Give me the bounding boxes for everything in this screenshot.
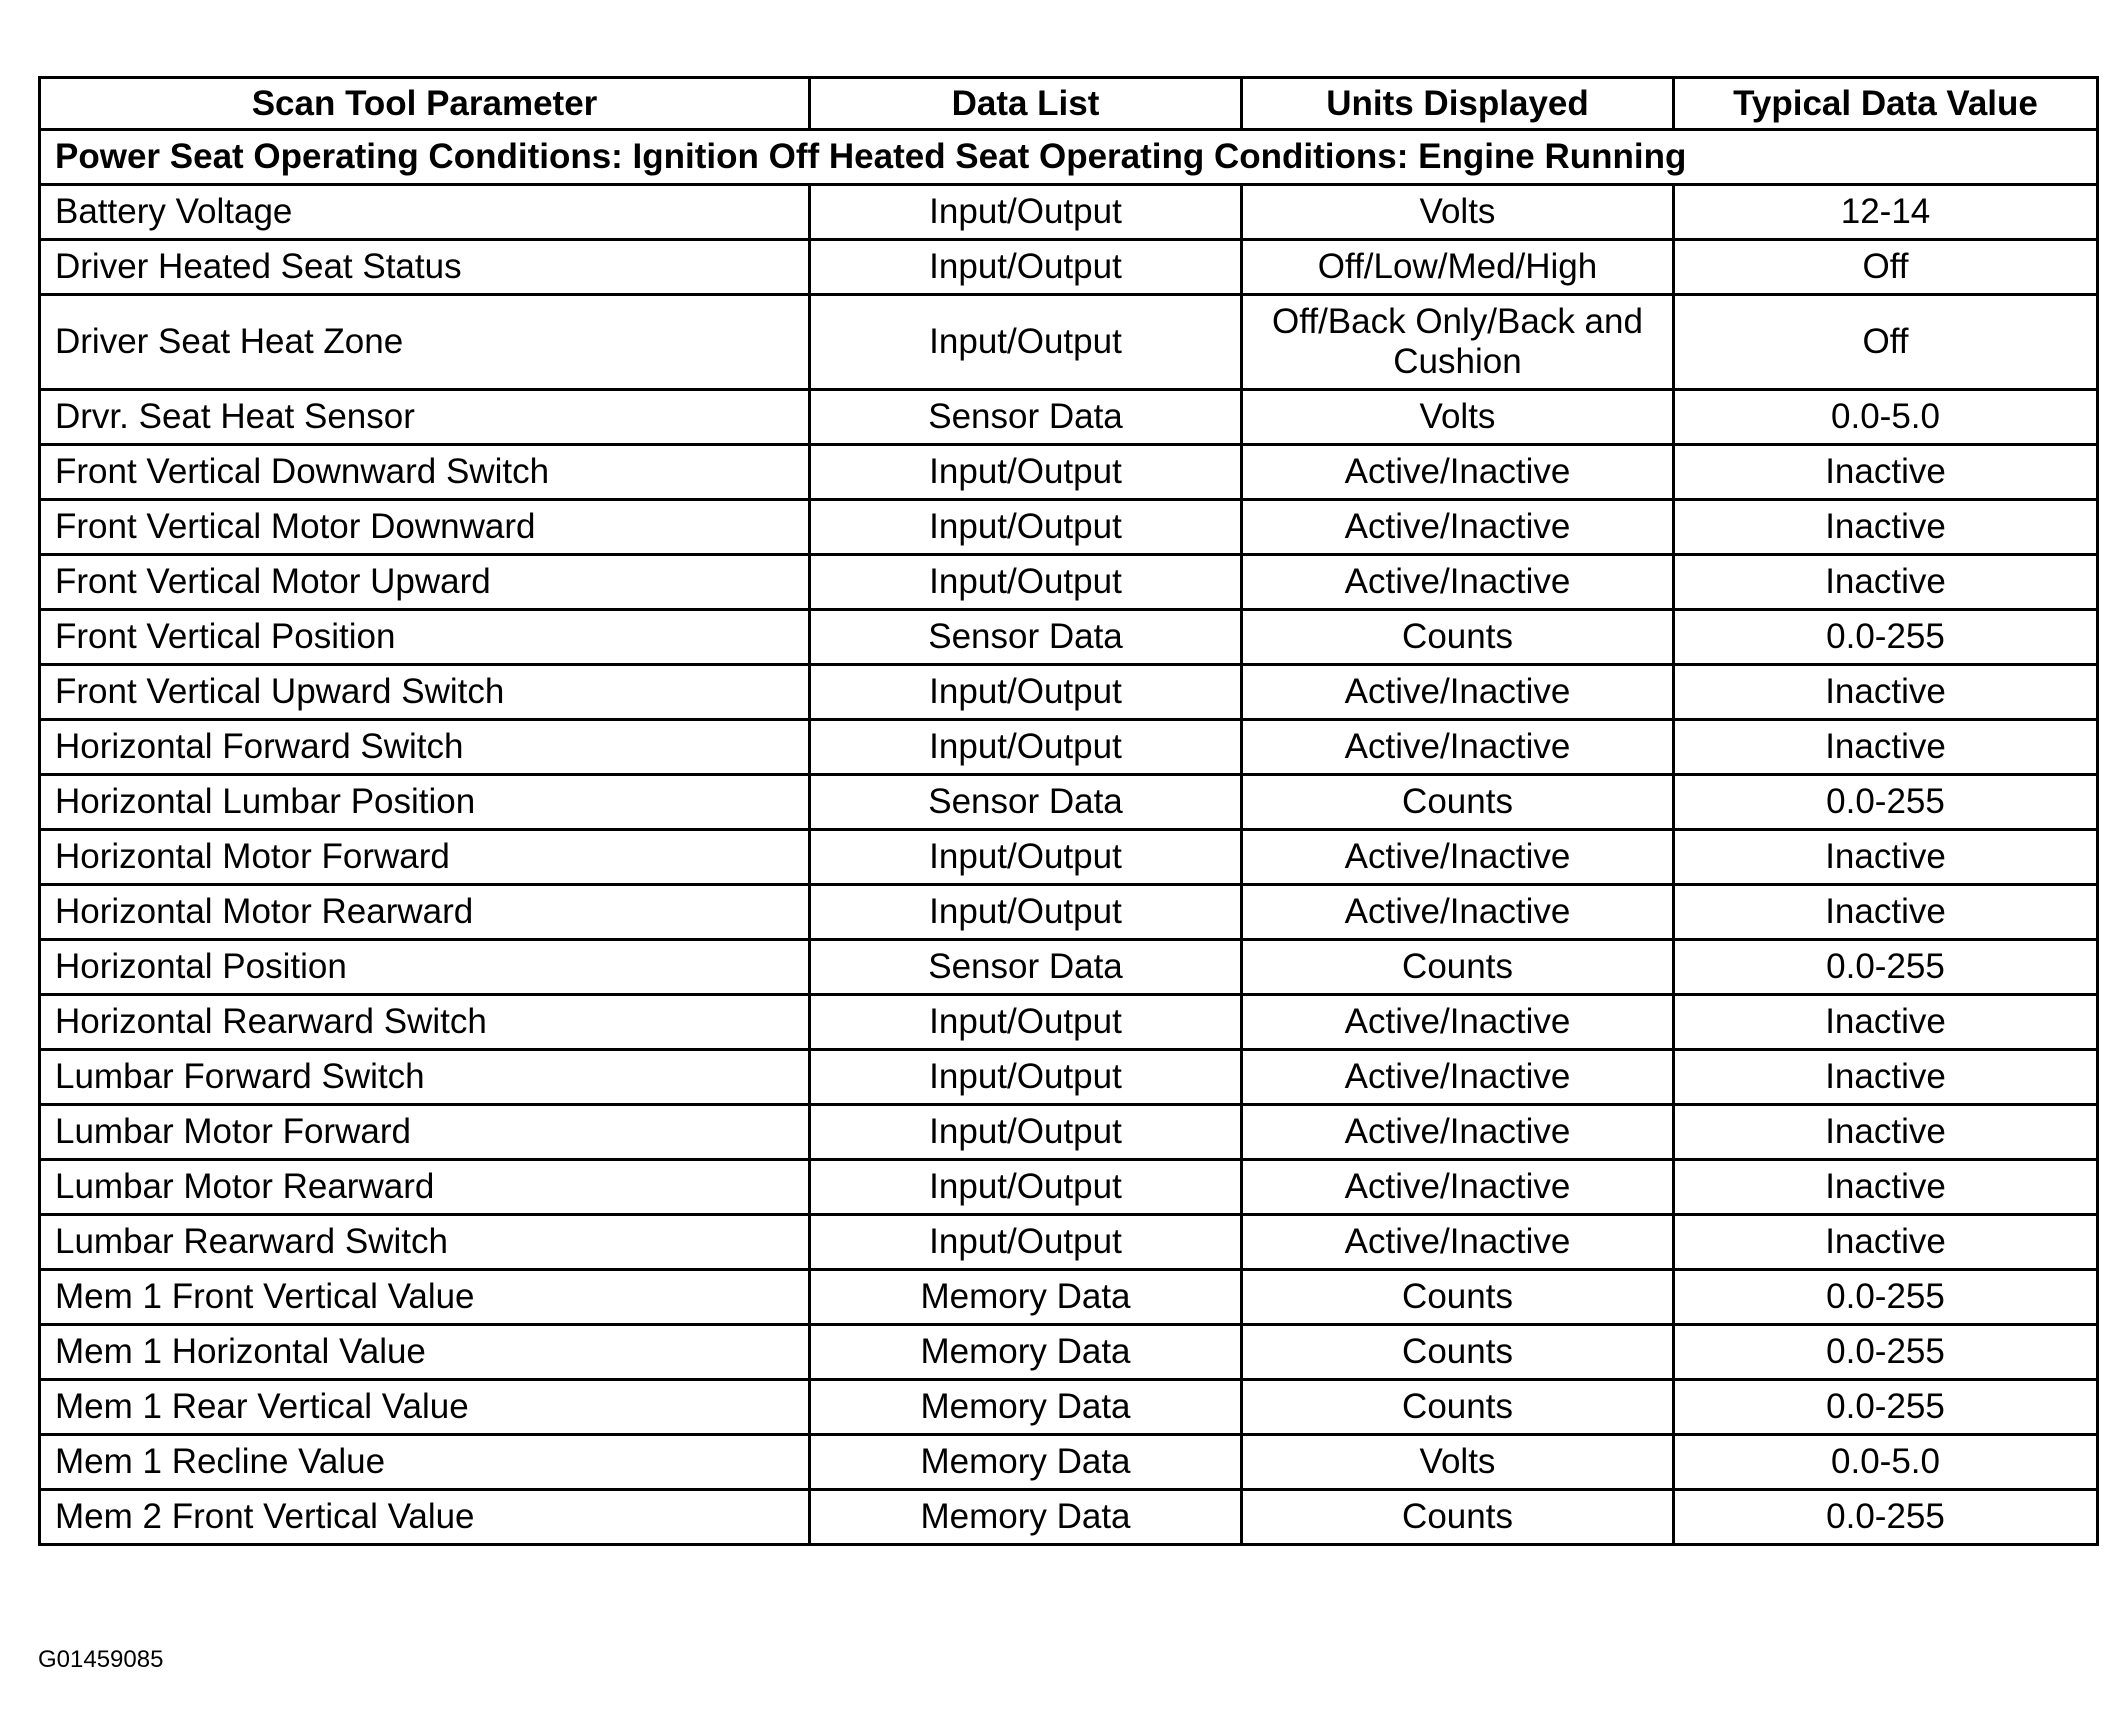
cell-parameter: Horizontal Motor Forward — [40, 830, 810, 885]
cell-parameter: Mem 1 Recline Value — [40, 1435, 810, 1490]
table-row — [40, 940, 2098, 995]
table-row — [40, 1435, 2098, 1490]
table-row — [40, 830, 2098, 885]
cell-units: Active/Inactive — [1242, 1215, 1674, 1270]
table-row — [40, 185, 2098, 240]
cell-parameter: Lumbar Forward Switch — [40, 1050, 810, 1105]
cell-typical-value: 0.0-255 — [1674, 1490, 2098, 1545]
cell-units: Active/Inactive — [1242, 995, 1674, 1050]
cell-data-list: Input/Output — [810, 555, 1242, 610]
header-units-displayed: Units Displayed — [1242, 78, 1674, 130]
table-row — [40, 1105, 2098, 1160]
cell-units: Active/Inactive — [1242, 500, 1674, 555]
section-title: Power Seat Operating Conditions: Ignition Off Heated Seat Operating Conditions: Engine Running — [40, 130, 2098, 185]
cell-data-list: Sensor Data — [810, 940, 1242, 995]
cell-typical-value: 0.0-255 — [1674, 1380, 2098, 1435]
table-row — [40, 1215, 2098, 1270]
table-row — [40, 1325, 2098, 1380]
cell-parameter: Mem 1 Horizontal Value — [40, 1325, 810, 1380]
cell-data-list: Input/Output — [810, 665, 1242, 720]
cell-units: Active/Inactive — [1242, 665, 1674, 720]
table-row — [40, 500, 2098, 555]
cell-typical-value: Off — [1674, 295, 2098, 390]
cell-typical-value: Inactive — [1674, 720, 2098, 775]
cell-parameter: Mem 1 Front Vertical Value — [40, 1270, 810, 1325]
cell-parameter: Driver Heated Seat Status — [40, 240, 810, 295]
table-row — [40, 295, 2098, 390]
cell-parameter: Front Vertical Position — [40, 610, 810, 665]
cell-data-list: Input/Output — [810, 885, 1242, 940]
cell-parameter: Horizontal Rearward Switch — [40, 995, 810, 1050]
cell-parameter: Battery Voltage — [40, 185, 810, 240]
cell-typical-value: Inactive — [1674, 445, 2098, 500]
table-row — [40, 445, 2098, 500]
cell-data-list: Input/Output — [810, 295, 1242, 390]
cell-units: Counts — [1242, 1380, 1674, 1435]
cell-typical-value: Inactive — [1674, 830, 2098, 885]
cell-data-list: Memory Data — [810, 1380, 1242, 1435]
cell-parameter: Horizontal Forward Switch — [40, 720, 810, 775]
cell-parameter: Lumbar Rearward Switch — [40, 1215, 810, 1270]
cell-typical-value: 0.0-255 — [1674, 775, 2098, 830]
cell-units: Active/Inactive — [1242, 555, 1674, 610]
section-title-row — [40, 130, 2098, 185]
table-row — [40, 1380, 2098, 1435]
cell-typical-value: 12-14 — [1674, 185, 2098, 240]
cell-parameter: Horizontal Motor Rearward — [40, 885, 810, 940]
scan-tool-parameter-table — [38, 76, 2099, 1546]
cell-units: Volts — [1242, 1435, 1674, 1490]
cell-typical-value: Inactive — [1674, 1215, 2098, 1270]
header-typical-data-value: Typical Data Value — [1674, 78, 2098, 130]
cell-data-list: Input/Output — [810, 995, 1242, 1050]
table-row — [40, 1270, 2098, 1325]
table-row — [40, 775, 2098, 830]
cell-typical-value: 0.0-5.0 — [1674, 1435, 2098, 1490]
cell-parameter: Drvr. Seat Heat Sensor — [40, 390, 810, 445]
cell-parameter: Front Vertical Motor Upward — [40, 555, 810, 610]
cell-typical-value: Inactive — [1674, 1160, 2098, 1215]
cell-data-list: Memory Data — [810, 1270, 1242, 1325]
cell-parameter: Front Vertical Motor Downward — [40, 500, 810, 555]
table-row — [40, 555, 2098, 610]
table-row — [40, 1050, 2098, 1105]
cell-typical-value: Inactive — [1674, 1105, 2098, 1160]
table-row — [40, 720, 2098, 775]
cell-typical-value: 0.0-255 — [1674, 610, 2098, 665]
cell-units: Counts — [1242, 1270, 1674, 1325]
cell-units: Active/Inactive — [1242, 445, 1674, 500]
cell-typical-value: 0.0-5.0 — [1674, 390, 2098, 445]
cell-units: Active/Inactive — [1242, 720, 1674, 775]
cell-data-list: Memory Data — [810, 1490, 1242, 1545]
cell-data-list: Input/Output — [810, 1105, 1242, 1160]
cell-parameter: Lumbar Motor Rearward — [40, 1160, 810, 1215]
cell-typical-value: Inactive — [1674, 1050, 2098, 1105]
cell-typical-value: Inactive — [1674, 555, 2098, 610]
cell-units: Counts — [1242, 1325, 1674, 1380]
table-row — [40, 995, 2098, 1050]
cell-typical-value: Inactive — [1674, 500, 2098, 555]
figure-code: G01459085 — [38, 1646, 164, 1673]
cell-units: Volts — [1242, 390, 1674, 445]
cell-units: Off/Back Only/Back and Cushion — [1242, 295, 1674, 390]
cell-typical-value: Inactive — [1674, 665, 2098, 720]
cell-typical-value: Off — [1674, 240, 2098, 295]
table-row — [40, 610, 2098, 665]
cell-parameter: Lumbar Motor Forward — [40, 1105, 810, 1160]
cell-data-list: Input/Output — [810, 1050, 1242, 1105]
cell-data-list: Input/Output — [810, 1160, 1242, 1215]
cell-data-list: Memory Data — [810, 1435, 1242, 1490]
table-header-row — [40, 78, 2098, 130]
cell-units: Counts — [1242, 775, 1674, 830]
table-body — [40, 130, 2098, 1545]
cell-parameter: Driver Seat Heat Zone — [40, 295, 810, 390]
table-row — [40, 665, 2098, 720]
cell-data-list: Input/Output — [810, 830, 1242, 885]
cell-typical-value: 0.0-255 — [1674, 1270, 2098, 1325]
table-row — [40, 1160, 2098, 1215]
cell-units: Counts — [1242, 610, 1674, 665]
cell-parameter: Mem 1 Rear Vertical Value — [40, 1380, 810, 1435]
cell-units: Counts — [1242, 940, 1674, 995]
cell-data-list: Sensor Data — [810, 390, 1242, 445]
cell-data-list: Input/Output — [810, 185, 1242, 240]
scan-tool-table-container — [38, 76, 2096, 1546]
cell-units: Active/Inactive — [1242, 885, 1674, 940]
cell-data-list: Memory Data — [810, 1325, 1242, 1380]
table-row — [40, 390, 2098, 445]
cell-units: Active/Inactive — [1242, 1105, 1674, 1160]
cell-parameter: Front Vertical Upward Switch — [40, 665, 810, 720]
cell-units: Off/Low/Med/High — [1242, 240, 1674, 295]
header-data-list: Data List — [810, 78, 1242, 130]
cell-typical-value: Inactive — [1674, 885, 2098, 940]
cell-parameter: Horizontal Lumbar Position — [40, 775, 810, 830]
cell-typical-value: 0.0-255 — [1674, 940, 2098, 995]
cell-parameter: Mem 2 Front Vertical Value — [40, 1490, 810, 1545]
cell-data-list: Input/Output — [810, 500, 1242, 555]
cell-data-list: Input/Output — [810, 240, 1242, 295]
cell-parameter: Horizontal Position — [40, 940, 810, 995]
cell-units: Active/Inactive — [1242, 830, 1674, 885]
cell-typical-value: 0.0-255 — [1674, 1325, 2098, 1380]
cell-parameter: Front Vertical Downward Switch — [40, 445, 810, 500]
cell-data-list: Input/Output — [810, 445, 1242, 500]
table-row — [40, 885, 2098, 940]
cell-units: Volts — [1242, 185, 1674, 240]
cell-typical-value: Inactive — [1674, 995, 2098, 1050]
cell-units: Active/Inactive — [1242, 1160, 1674, 1215]
table-row — [40, 240, 2098, 295]
cell-data-list: Input/Output — [810, 720, 1242, 775]
header-scan-tool-parameter: Scan Tool Parameter — [40, 78, 810, 130]
cell-data-list: Sensor Data — [810, 775, 1242, 830]
table-row — [40, 1490, 2098, 1545]
cell-units: Active/Inactive — [1242, 1050, 1674, 1105]
cell-data-list: Sensor Data — [810, 610, 1242, 665]
cell-data-list: Input/Output — [810, 1215, 1242, 1270]
cell-units: Counts — [1242, 1490, 1674, 1545]
